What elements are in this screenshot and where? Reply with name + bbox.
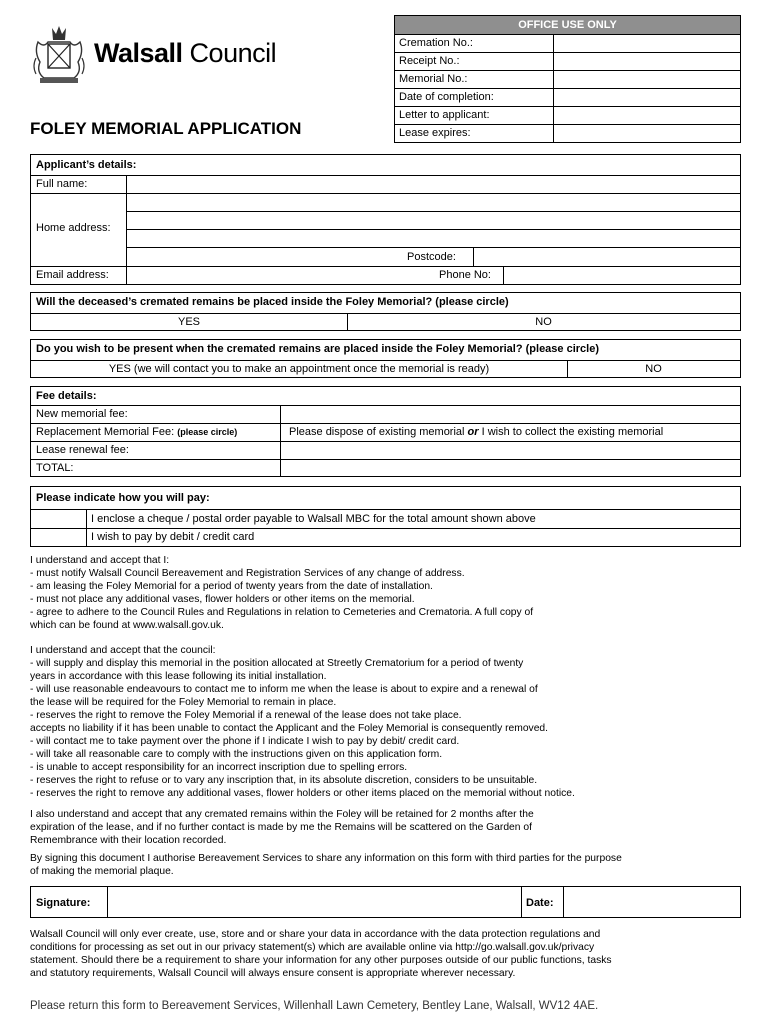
lease-expires-field[interactable] — [554, 125, 740, 142]
payment-box — [30, 486, 741, 547]
council-terms: I understand and accept that the council: - will supply and display this memorial in the position allocated at Streetly Crematorium for a period of twenty years in accordance with this lease following its initial installation. - will use reasonable endeavours to contact me to inform me when the lease is about to expire and a renewal of the lease will be required for the Foley Memorial to remain in place. - reserves the right to remove the Foley Memorial if a renewal of the lease does not take place. accepts no liability if it has been unable to contact the Applicant and the Foley Memorial is consequently removed. - will contact me to take payment over the phone if I indicate I wish to pay by debit/ credit card. - will take all reasonable care to comply with the instructions given on this application form. - is unable to accept responsibility for an incorrect inscription due to spelling errors. - reserves the right to refuse or to vary any inscription that, in its absolute discretion, considers to be unsuitable. - reserves the right to remove any additional vases, flower holders or other items placed on the memorial without notice. — [30, 645, 575, 799]
present-question-box — [30, 339, 741, 378]
council-logo — [30, 22, 300, 84]
address-line-1[interactable] — [126, 193, 740, 211]
fee-details-box — [30, 386, 741, 477]
applicant-heading: Applicant’s details: — [36, 159, 137, 171]
remains-question: Will the deceased’s cremated remains be placed inside the Foley Memorial? (please circle) — [36, 296, 509, 308]
receipt-no-field[interactable] — [554, 53, 740, 70]
cremation-no-field[interactable] — [554, 35, 740, 52]
card-option: I wish to pay by debit / credit card — [91, 531, 255, 543]
new-fee-field[interactable] — [281, 405, 740, 423]
signature-field[interactable] — [108, 887, 521, 917]
cheque-option: I enclose a cheque / postal order payable to Walsall MBC for the total amount shown above — [91, 513, 536, 525]
phone-label: Phone No: — [439, 269, 491, 281]
new-fee-label: New memorial fee: — [36, 408, 128, 420]
present-question: Do you wish to be present when the cremated remains are placed inside the Foley Memorial? (please circle) — [36, 343, 600, 355]
date-of-completion-field[interactable] — [554, 89, 740, 106]
office-use-box — [394, 15, 741, 143]
total-label: TOTAL: — [36, 462, 74, 474]
council-name: Walsall Council — [94, 37, 277, 68]
return-address: Please return this form to Bereavement Services, Willenhall Lawn Cemetery, Bentley Lane, Walsall, WV12 4AE. — [30, 1000, 599, 1012]
replacement-fee-label: Replacement Memorial Fee: (please circle) — [36, 426, 238, 438]
applicant-details-box — [30, 154, 741, 285]
form-title: FOLEY MEMORIAL APPLICATION — [30, 119, 302, 138]
data-sharing-terms: By signing this document I authorise Bereavement Services to share any information on this form with third parties for the purpose of making the memorial plaque. — [30, 853, 622, 877]
applicant-terms: I understand and accept that I: - must notify Walsall Council Bereavement and Registration Services of any change of address. - am leasing the Foley Memorial for a period of twenty years from the date of installation. - must not place any additional vases, flower holders or other items on the memorial. - agree to adhere to the Council Rules and Regulations in relation to Cemeteries and Crematoria. A full copy of which can be found at www.walsall.gov.uk. — [30, 555, 534, 631]
remains-question-box — [30, 292, 741, 331]
privacy-statement: Walsall Council will only ever create, use, store and or share your data in accordance with the data protection regulations and conditions for processing as set out in our privacy statement(s) which are available online via http://go.walsall.gov.uk/privacy statement. Should there be a requirement to share your information for any other purposes outside of our public functions, tasks and statutory requirements, Walsall Council will always ensure consent is appropriate wherever necessary. — [30, 929, 612, 979]
memorial-no-field[interactable] — [554, 71, 740, 88]
council-crest-icon — [30, 22, 88, 84]
fee-heading: Fee details: — [36, 390, 97, 402]
office-row: Date of completion: — [395, 88, 740, 106]
letter-to-applicant-field[interactable] — [554, 107, 740, 124]
address-line-3[interactable] — [126, 229, 740, 247]
renewal-fee-label: Lease renewal fee: — [36, 444, 129, 456]
office-row: Receipt No.: — [395, 52, 740, 70]
home-address-label: Home address: — [36, 222, 111, 234]
office-row: Cremation No.: — [395, 34, 740, 52]
date-field[interactable] — [564, 887, 740, 917]
present-no-option[interactable]: NO — [645, 363, 662, 375]
replacement-options[interactable]: Please dispose of existing memorial or I wish to collect the existing memorial — [289, 426, 664, 438]
total-field[interactable] — [281, 459, 740, 477]
full-name-label: Full name: — [36, 178, 88, 190]
address-line-2[interactable] — [126, 211, 740, 229]
renewal-fee-field[interactable] — [281, 441, 740, 459]
remains-yes-option[interactable]: YES — [177, 316, 200, 328]
payment-heading: Please indicate how you will pay: — [36, 492, 210, 504]
email-label: Email address: — [36, 269, 109, 281]
office-row: Letter to applicant: — [395, 106, 740, 124]
full-name-field[interactable] — [126, 175, 740, 193]
postcode-field[interactable] — [473, 247, 740, 266]
signature-box — [30, 886, 741, 918]
signature-label: Signature: — [36, 897, 91, 909]
remains-no-option[interactable]: NO — [535, 316, 552, 328]
phone-field[interactable] — [503, 266, 740, 285]
present-yes-option[interactable]: YES (we will contact you to make an appointment once the memorial is ready) — [108, 363, 490, 375]
remains-retention-terms: I also understand and accept that any cremated remains within the Foley will be retained for 2 months after the expiration of the lease, and if no further contact is made by me the Remains will be scattered on the Garden of Remembrance with their location recorded. — [30, 809, 534, 846]
date-label: Date: — [526, 897, 554, 909]
email-field[interactable] — [126, 266, 437, 285]
card-checkbox[interactable] — [31, 528, 86, 547]
office-use-title: OFFICE USE ONLY — [395, 16, 740, 34]
office-row: Memorial No.: — [395, 70, 740, 88]
office-row: Lease expires: — [395, 124, 740, 142]
cheque-checkbox[interactable] — [31, 509, 86, 528]
postcode-label: Postcode: — [407, 251, 456, 263]
